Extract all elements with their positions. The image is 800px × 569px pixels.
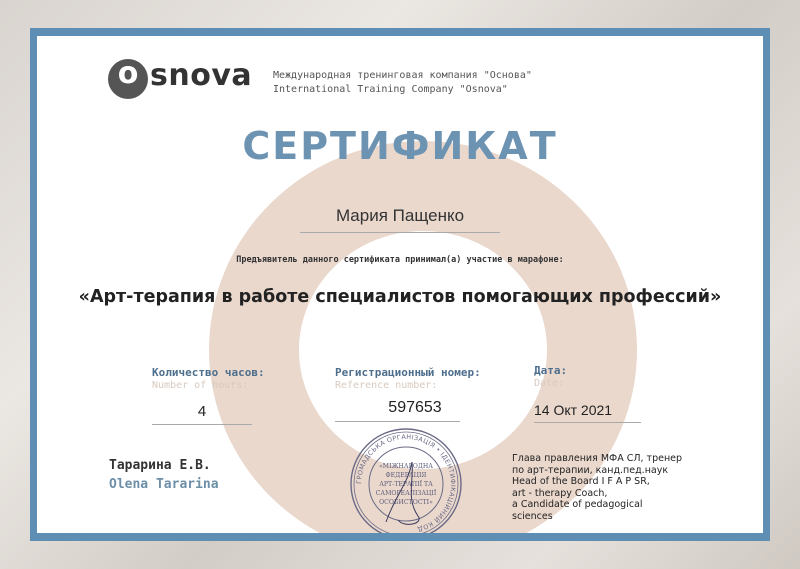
reference-label: Регистрационный номер: bbox=[335, 366, 481, 379]
signatory-name-ru: Тарарина Е.В. bbox=[109, 458, 211, 473]
description-line: Глава правления МФА СЛ, тренер bbox=[512, 453, 683, 464]
company-name-ru: Международная тренинговая компания "Основа" bbox=[273, 70, 532, 81]
description-line: a Candidate of pedagogical bbox=[512, 499, 643, 510]
hours-sublabel: Number of hours: bbox=[152, 380, 249, 391]
seal-center-line: САМОРЕАЛІЗАЦІЇ bbox=[375, 490, 437, 497]
hours-underline bbox=[152, 424, 252, 425]
certificate-paper bbox=[37, 36, 763, 533]
seal-center-line: АРТ-ТЕРАПІЇ ТА bbox=[379, 481, 433, 488]
certificate-title: СЕРТИФИКАТ bbox=[242, 124, 558, 168]
organization-seal bbox=[346, 424, 466, 533]
logo-letter: o bbox=[117, 56, 139, 91]
description-line: sciences bbox=[512, 510, 553, 522]
logo-text: snova bbox=[150, 58, 253, 93]
description-line: по арт-терапии, канд.пед.наук bbox=[512, 464, 669, 476]
description-line: Head of the Board I F A P SR, bbox=[512, 476, 650, 487]
company-name bbox=[273, 69, 532, 97]
reference-value: 597653 bbox=[388, 399, 442, 416]
course-title: «Арт-терапия в работе специалистов помогающих профессий» bbox=[78, 287, 722, 307]
hours-value: 4 bbox=[197, 403, 207, 420]
seal-center-line: ФЕДЕРАЦІЯ bbox=[385, 472, 427, 479]
date-label: Дата: bbox=[534, 364, 568, 377]
recipient-name: Мария Пащенко bbox=[335, 206, 465, 225]
date-value: 14 Окт 2021 bbox=[534, 402, 613, 418]
reference-underline bbox=[335, 421, 460, 422]
reference-sublabel: Reference number: bbox=[335, 380, 438, 391]
hours-label: Количество часов: bbox=[152, 366, 265, 379]
company-name-en: International Training Company "Osnova" bbox=[273, 84, 508, 95]
description-line: art - therapy Coach, bbox=[512, 487, 608, 499]
signatory-description bbox=[512, 453, 682, 522]
signatory-name-en: Olena Tararina bbox=[109, 477, 219, 492]
seal-center-line: ОСОБИСТОСТІ» bbox=[379, 499, 433, 506]
date-underline bbox=[534, 422, 641, 423]
intro-text: Предъявитель данного сертификата принимал(а) участие в марафоне: bbox=[236, 255, 564, 265]
seal-center-line: «МІЖНАРОДНА bbox=[379, 463, 433, 470]
seal-ring-text: ГРОМАДСЬКА ОРГАНІЗАЦІЯ • ІДЕНТИФІКАЦІЙНИЙ КОД bbox=[354, 432, 458, 534]
date-sublabel: Date: bbox=[534, 378, 565, 389]
recipient-underline bbox=[300, 232, 500, 233]
